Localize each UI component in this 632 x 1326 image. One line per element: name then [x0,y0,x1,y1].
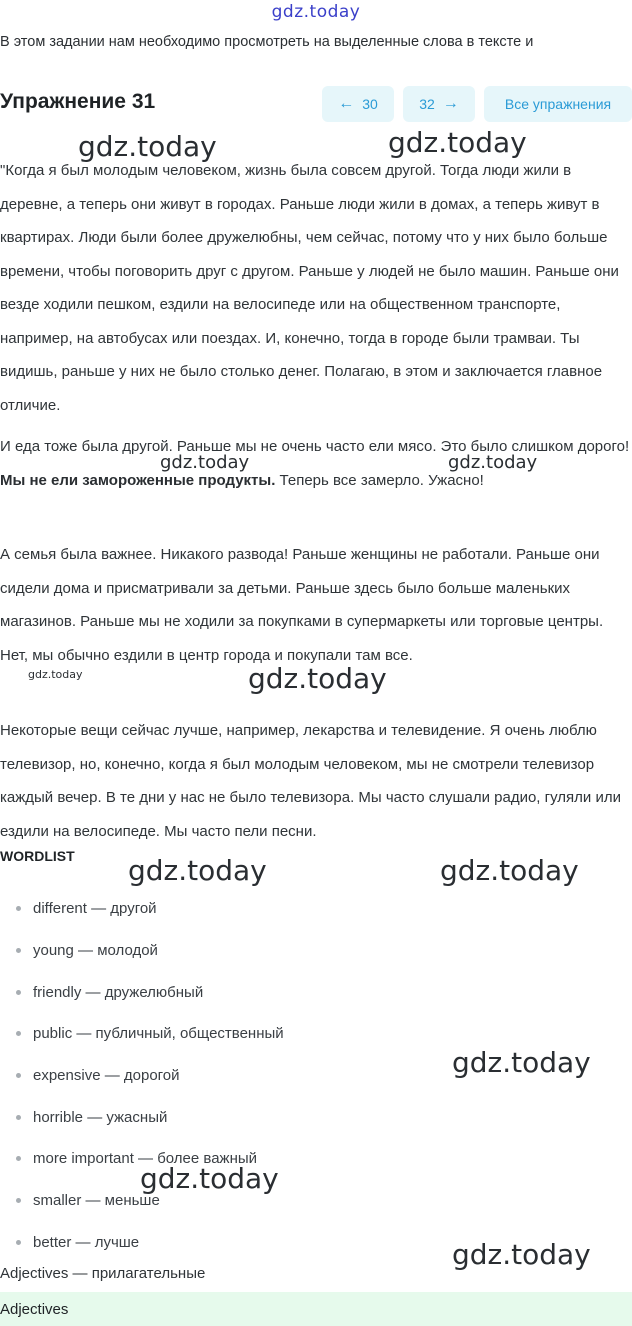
wordlist-item [0,888,632,930]
bullet-icon [16,990,21,995]
intro-text: В этом задании нам необходимо просмотреть на выделенные слова в тексте и [0,34,534,50]
all-exercises-button[interactable] [484,86,632,122]
highlighted-phrase: Мы не ели замороженные продукты. [0,471,276,489]
text-paragraph-3: А семья была важнее. Никакого развода! Раньше женщины не работали. Раньше они сидели дома и присматривали за детьми. Раньше здесь было больше маленьких магазинов. Раньше мы не ходили за покупками в супермаркеты или торговые центры. Нет, мы обычно ездили в центр города и покупали там все. [0,546,604,664]
bullet-icon [16,1240,21,1245]
wordlist-heading: WORDLIST [0,848,75,864]
next-exercise-button[interactable] [403,86,475,122]
watermark: gdz.today [28,668,83,681]
watermark: gdz.today [160,452,250,473]
arrow-right-icon: → [442,95,459,112]
watermark: gdz.today [140,1162,279,1195]
text-paragraph-1: "Когда я был молодым человеком, жизнь была совсем другой. Тогда люди жили в деревне, а теперь они живут в городах. Раньше люди жили в домах, а теперь живут в квартирах. Люди были более дружелюбны, чем сейчас, потому что у них было больше времени, чтобы поговорить друг с другом. Раньше у людей не было машин. Раньше они везде ходили пешком, ездили на велосипеде или на общественном транспорте, например, на автобусах или поездах. И, конечно, тогда в городе были трамваи. Ты видишь, раньше у них не было столько денег. Полагаю, в этом и заключается главное отличие. [0,162,619,414]
wordlist-item-text: different — другой [33,900,157,918]
wordlist-item-text: young — молодой [33,942,158,960]
wordlist-item-text: better — лучше [33,1233,140,1251]
watermark: gdz.today [78,130,217,163]
bullet-icon [16,1198,21,1203]
prev-exercise-button[interactable] [322,86,394,122]
page-title: Упражнение 31 [0,90,156,113]
prev-exercise-label: 30 [362,96,378,112]
bullet-icon [16,1115,21,1120]
wordlist-item [0,930,632,972]
wordlist-item [0,971,632,1013]
all-exercises-label: Все упражнения [504,96,612,112]
site-watermark-logo: gdz.today [271,2,361,22]
bullet-icon [16,906,21,911]
wordlist-item-text: horrible — ужасный [33,1108,168,1126]
bullet-icon [16,1073,21,1078]
wordlist-item-text: more important — более важный [33,1150,258,1168]
bullet-icon [16,1156,21,1161]
watermark: gdz.today [128,854,267,887]
watermark: gdz.today [452,1046,591,1079]
bullet-icon [16,1031,21,1036]
adjectives-text: Adjectives — прилагательные [0,1265,206,1282]
paragraph-2-end: Теперь все замерло. Ужасно! [275,471,484,489]
wordlist-item-text: public — публичный, общественный [33,1025,284,1043]
wordlist-item-text: expensive — дорогой [33,1067,180,1085]
wordlist-item [0,1180,632,1222]
wordlist-item [0,1138,632,1180]
watermark: gdz.today [440,854,579,887]
arrow-left-icon: ← [338,95,355,112]
wordlist-item [0,1096,632,1138]
wordlist-item-text: smaller — меньше [33,1192,160,1210]
adjectives-highlight-bar [0,1292,632,1326]
next-exercise-label: 32 [419,96,435,112]
watermark: gdz.today [248,662,387,695]
watermark: gdz.today [388,126,527,159]
watermark: gdz.today [448,452,538,473]
adjectives-bar-label: Adjectives [0,1300,69,1318]
paragraph-2-start: И еда тоже была другой. Раньше мы не очень часто ели мясо. Это было слишком дорого! [0,438,630,455]
text-paragraph-4: Некоторые вещи сейчас лучше, например, лекарства и телевидение. Я очень люблю телевизор, но, конечно, когда я был молодым человеком, мы не смотрели телевизор каждый вечер. В те дни у нас не было телевизора. Мы часто слушали радио, гуляли или ездили на велосипеде. Мы часто пели песни. [0,722,621,840]
wordlist-item-text: friendly — дружелюбный [33,983,204,1001]
bullet-icon [16,948,21,953]
watermark: gdz.today [452,1238,591,1271]
